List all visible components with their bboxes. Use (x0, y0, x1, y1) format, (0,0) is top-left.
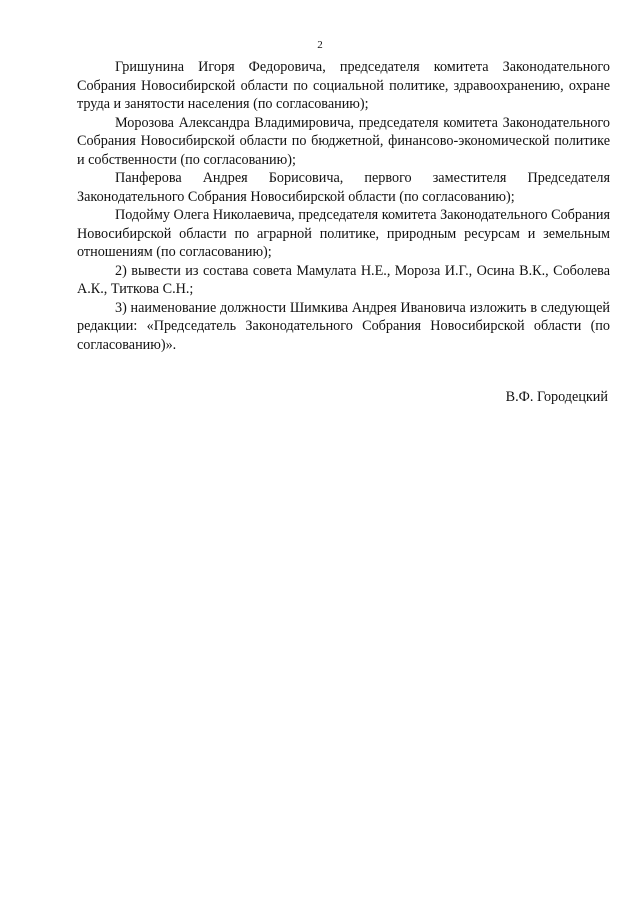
paragraph-podoyma: Подойму Олега Николаевича, председателя комитета Законодательного Собрания Новосибирской области по аграрной политике, природным ресурсам и земельным отношениям (по согласованию); (77, 207, 610, 260)
paragraph-grishunin: Гришунина Игоря Федоровича, председателя комитета Законодательного Собрания Новосибирской области по социальной политике, здравоохранению, охране труда и занятости населения (по согласованию); (77, 59, 610, 112)
signature-name: В.Ф. Городецкий (505, 389, 608, 405)
paragraph-morozov: Морозова Александра Владимировича, председателя комитета Законодательного Собрания Новосибирской области по бюджетной, финансово-экономической политике и собственности (по согласованию); (77, 114, 610, 168)
page-number: 2 (317, 39, 323, 51)
document-body (77, 58, 610, 354)
paragraph-panferov: Панферова Андрея Борисовича, первого заместителя Председателя Законодательного Собрания Новосибирской области (по согласованию); (77, 170, 610, 205)
paragraph-remove-from-council: 2) вывести из состава совета Мамулата Н.Е., Мороза И.Г., Осина В.К., Соболева А.К., Титкова С.Н.; (77, 262, 610, 297)
paragraph-position-rename: 3) наименование должности Шимкива Андрея Ивановича изложить в следующей редакции: «Председатель Законодательного Собрания Новосибирской области (по согласованию)». (77, 299, 610, 353)
